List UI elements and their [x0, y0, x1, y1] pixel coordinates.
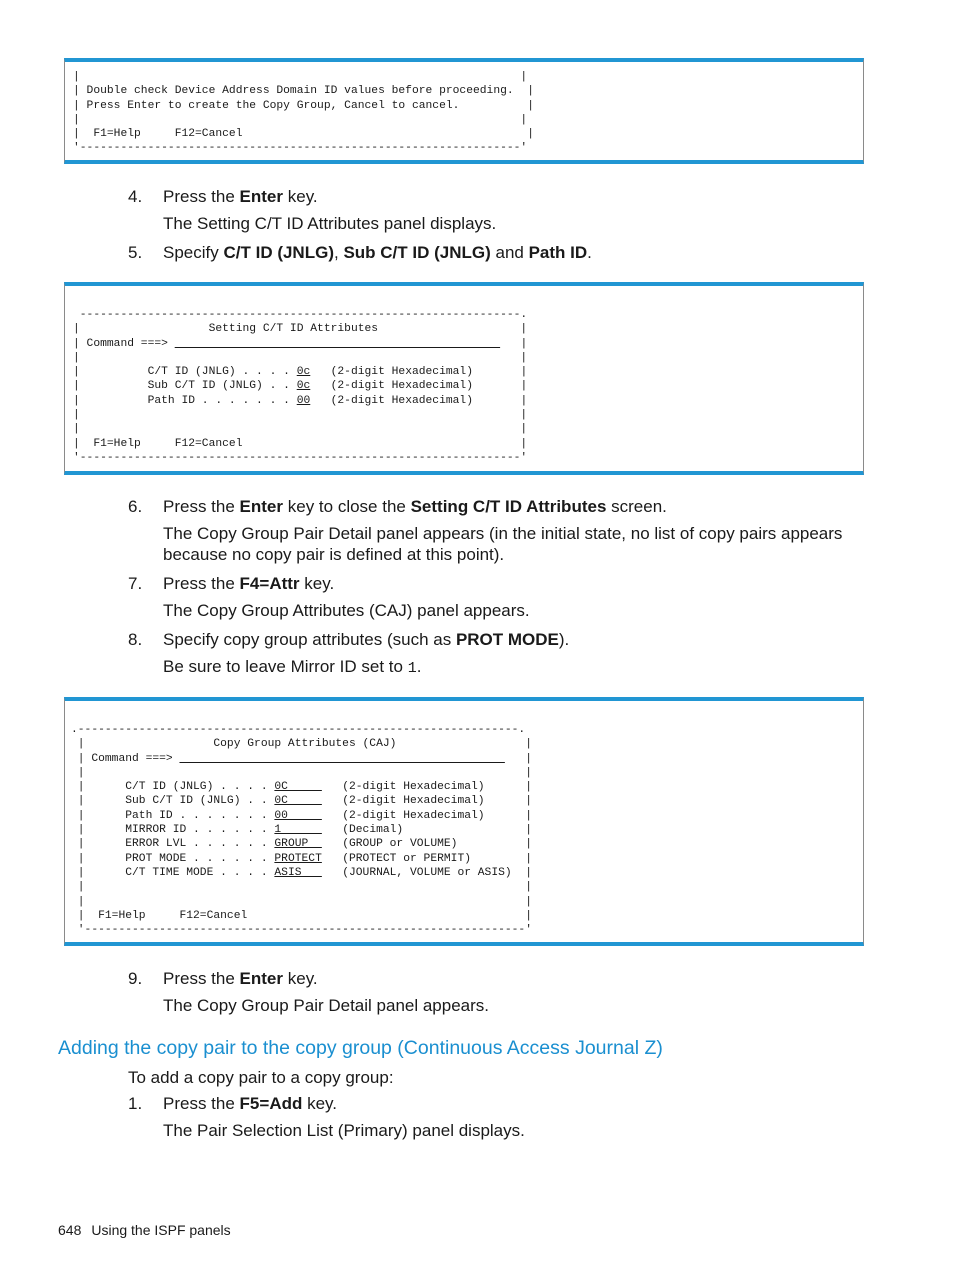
field-value: 0C — [274, 781, 322, 794]
step-4-result: The Setting C/T ID Attributes panel displays. — [163, 214, 497, 233]
field-value: 0c — [296, 366, 311, 379]
field-value: 00 — [274, 809, 322, 822]
setting-ctid-panel-text: -----------------------------------------------------------------. | Setting C/T ID Attributes | | Command ===> | | | | C/T ID (JNLG) . . . . 0c (2-digit Hexadecimal) | | Sub C/T ID (JNLG) . . 0c (2-digit Hexadecimal) | | Path ID . . . . . . . 00 (2-digit Hexadecimal) | | | | | | F1=Help F12=Cancel | '-----------------------------------------------------------------' — [73, 309, 528, 464]
field-value: 0C — [274, 795, 322, 808]
copy-group-attributes-panel-text: .-----------------------------------------------------------------. | Copy Group Attributes (CAJ) | | Command ===> | | | | C/T ID (JNLG) . . . . 0C (2-digit Hexadecimal) | | Sub C/T ID (JNLG) . . 0C (2-digit Hexadecimal) | | Path ID . . . . . . . 00 (2-digit Hexadecimal) | | MIRROR ID . . . . . . 1 (Decimal) | | ERROR LVL . . . . . . GROUP (GROUP or VOLUME) | | PROT MODE . . . . . . PROTECT (PROTECT or PERMIT) | | C/T TIME MODE . . . . ASIS (JOURNAL, VOLUME or ASIS) | | | | | | F1=Help F12=Cancel | '-----------------------------------------------------------------' — [71, 724, 533, 937]
confirm-panel — [64, 58, 864, 164]
step-8-note: Be sure to leave Mirror ID set to 1. — [163, 657, 422, 677]
field-value: GROUP — [274, 838, 322, 851]
footer-title: Using the ISPF panels — [91, 1222, 231, 1238]
step-text: Specify copy group attributes (such as PROT MODE). — [163, 630, 570, 649]
section-heading: Adding the copy pair to the copy group (Continuous Access Journal Z) — [58, 1037, 663, 1059]
mirror-id-code: 1 — [407, 660, 417, 677]
field-value: 0c — [296, 380, 311, 393]
section-intro: To add a copy pair to a copy group: — [128, 1068, 394, 1087]
step-text: Press the F5=Add key. — [163, 1094, 337, 1113]
add-step-1-result: The Pair Selection List (Primary) panel displays. — [163, 1121, 525, 1140]
field-value: 1 — [274, 824, 322, 837]
step-number: 5. — [128, 243, 143, 262]
field-value: PROTECT — [274, 852, 322, 865]
setting-ctid-panel — [64, 282, 864, 475]
step-7-result: The Copy Group Attributes (CAJ) panel appears. — [163, 601, 530, 620]
step-number: 1. — [128, 1094, 143, 1113]
confirm-panel-text: | | | Double check Device Address Domain ID values before proceeding. | | Press Enter to create the Copy Group, Cancel to cancel. | | | | F1=Help F12=Cancel | '-----------------------------------------------------------------' — [73, 71, 534, 155]
step-number: 4. — [128, 187, 143, 206]
step-text: Specify C/T ID (JNLG), Sub C/T ID (JNLG) and Path ID. — [163, 243, 592, 262]
step-text: Press the Enter key. — [163, 187, 318, 206]
step-number: 9. — [128, 969, 143, 988]
copy-group-attributes-panel — [64, 697, 864, 946]
step-text: Press the Enter key to close the Setting C/T ID Attributes screen. — [163, 497, 667, 516]
step-9-result: The Copy Group Pair Detail panel appears. — [163, 996, 490, 1015]
page-number: 648 — [58, 1222, 82, 1238]
step-6-result-line-1: The Copy Group Pair Detail panel appears (in the initial state, no list of copy pairs appears — [163, 524, 843, 543]
page-footer — [58, 1222, 231, 1238]
step-number: 8. — [128, 630, 143, 649]
field-value: ASIS — [274, 866, 322, 879]
step-6-result-line-2: because no copy pair is defined at this point). — [163, 545, 505, 564]
step-number: 7. — [128, 574, 143, 593]
field-value: 00 — [296, 394, 311, 407]
step-text: Press the Enter key. — [163, 969, 318, 988]
step-number: 6. — [128, 497, 143, 516]
step-text: Press the F4=Attr key. — [163, 574, 335, 593]
